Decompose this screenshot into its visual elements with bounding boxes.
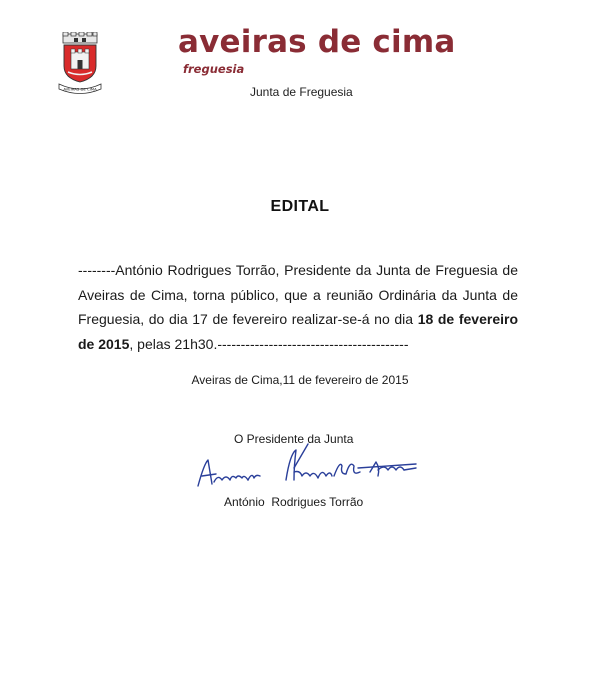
svg-text:AVEIRAS DE CIMA: AVEIRAS DE CIMA	[63, 86, 97, 92]
institution-name: Junta de Freguesia	[250, 85, 353, 99]
signatory-role: O Presidente da Junta	[234, 432, 354, 446]
brand-logo-subtitle: freguesia	[183, 62, 245, 76]
notice-text-part2: , pelas 21h30.-----------------------------------------	[129, 335, 409, 352]
document-title: EDITAL	[270, 198, 330, 215]
notice-text-part1: --------António Rodrigues Torrão, Presidente da Junta de Freguesia de Aveiras de Cima, torna público, que a reunião Ordinária da Junta de Freguesia, do dia 17 de fevereiro realizar-se-á no dia	[78, 262, 518, 327]
signatory-name: António Rodrigues Torrão	[224, 495, 364, 509]
coat-of-arms-icon	[54, 32, 106, 96]
notice-date-bold: 18 de fevereiro de 2015	[78, 311, 518, 352]
handwritten-signature	[190, 420, 430, 500]
place-date: Aveiras de Cima,11 de fevereiro de 2015	[191, 373, 409, 387]
notice-paragraph	[78, 258, 518, 356]
brand-logo-title: aveiras de cima	[178, 24, 456, 60]
